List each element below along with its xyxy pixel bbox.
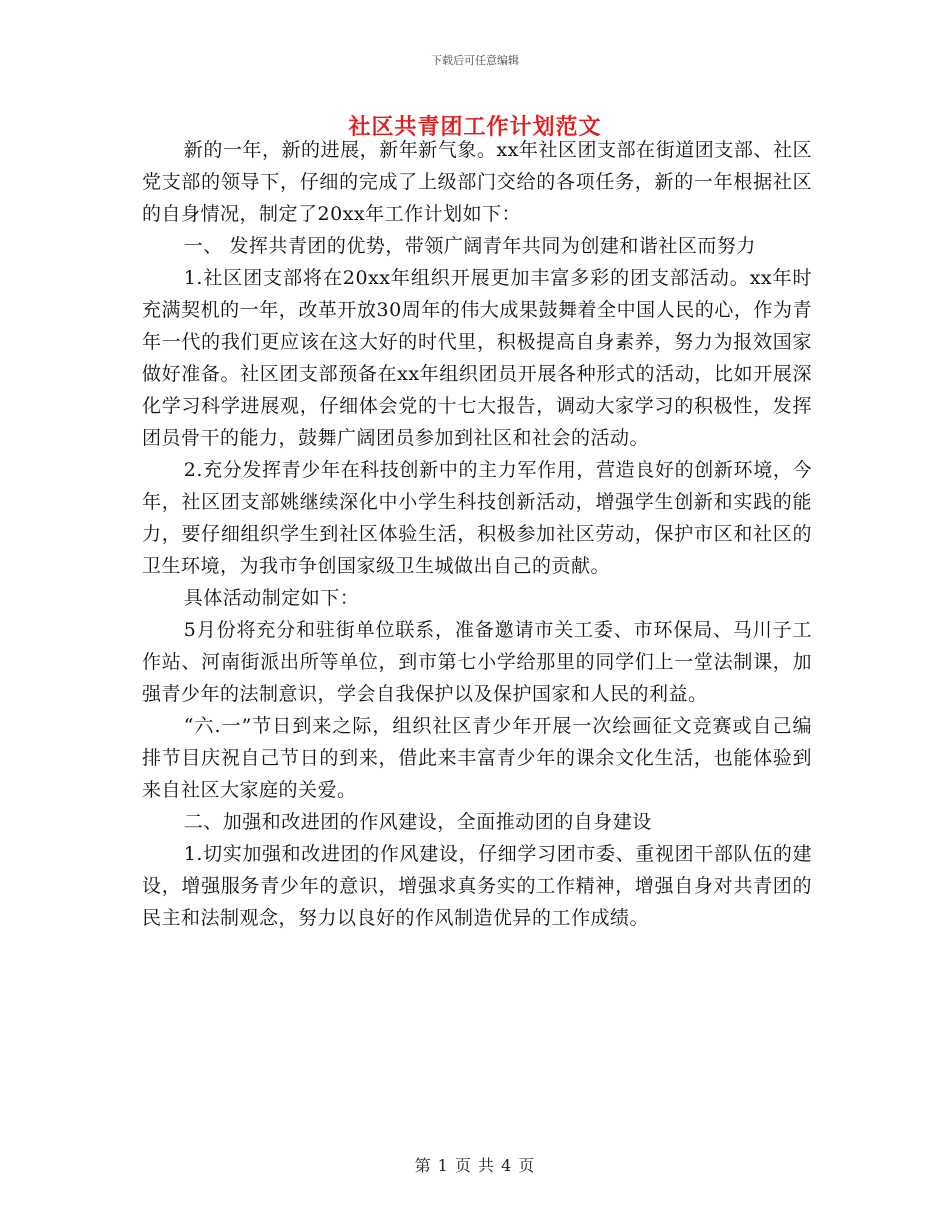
paragraph: 新的一年，新的进展，新年新气象。xx年社区团支部在街道团支部、社区党支部的领导下，仔细的完成了上级部门交给的各项任务，新的一年根据社区的自身情况，制定了20xx年工作计划如下： <box>142 139 812 225</box>
document-body <box>142 134 812 934</box>
paragraph: 二、加强和改进团的作风建设，全面推动团的自身建设 <box>183 811 652 833</box>
document-title: 社区共青团工作计划范文 <box>348 114 602 140</box>
paragraph: 具体活动制定如下： <box>183 587 360 609</box>
header-note: 下载后可任意编辑 <box>431 54 519 67</box>
paragraph: “六.一”节日到来之际，组织社区青少年开展一次绘画征文竞赛或自己编排节目庆祝自己节日的到来，借此来丰富青少年的课余文化生活，也能体验到来自社区大家庭的关爱。 <box>142 715 812 801</box>
paragraph: 5月份将充分和驻街单位联系，准备邀请市关工委、市环保局、马川子工作站、河南街派出所等单位，到市第七小学给那里的同学们上一堂法制课，加强青少年的法制意识，学会自我保护以及保护国家和人民的利益。 <box>142 619 812 705</box>
paragraph: 1.切实加强和改进团的作风建设，仔细学习团市委、重视团干部队伍的建设，增强服务青少年的意识，增强求真务实的工作精神，增强自身对共青团的民主和法制观念，努力以良好的作风制造优异的工作成绩。 <box>142 843 812 929</box>
page-number: 第 1 页 共 4 页 <box>414 1156 536 1175</box>
paragraph: 一、 发挥共青团的优势，带领广阔青年共同为创建和谐社区而努力 <box>183 235 756 257</box>
paragraph: 2.充分发挥青少年在科技创新中的主力军作用，营造良好的创新环境，今年，社区团支部姚继续深化中小学生科技创新活动，增强学生创新和实践的能力，要仔细组织学生到社区体验生活，积极参加社区劳动，保护市区和社区的卫生环境，为我市争创国家级卫生城做出自己的贡献。 <box>142 459 812 577</box>
paragraph: 1.社区团支部将在20xx年组织开展更加丰富多彩的团支部活动。xx年时充满契机的一年，改革开放30周年的伟大成果鼓舞着全中国人民的心，作为青年一代的我们更应该在这大好的时代里，积极提高自身素养，努力为报效国家做好准备。社区团支部预备在xx年组织团员开展各种形式的活动，比如开展深化学习科学进展观，仔细体会党的十七大报告，调动大家学习的积极性，发挥团员骨干的能力，鼓舞广阔团员参加到社区和社会的活动。 <box>142 267 812 449</box>
